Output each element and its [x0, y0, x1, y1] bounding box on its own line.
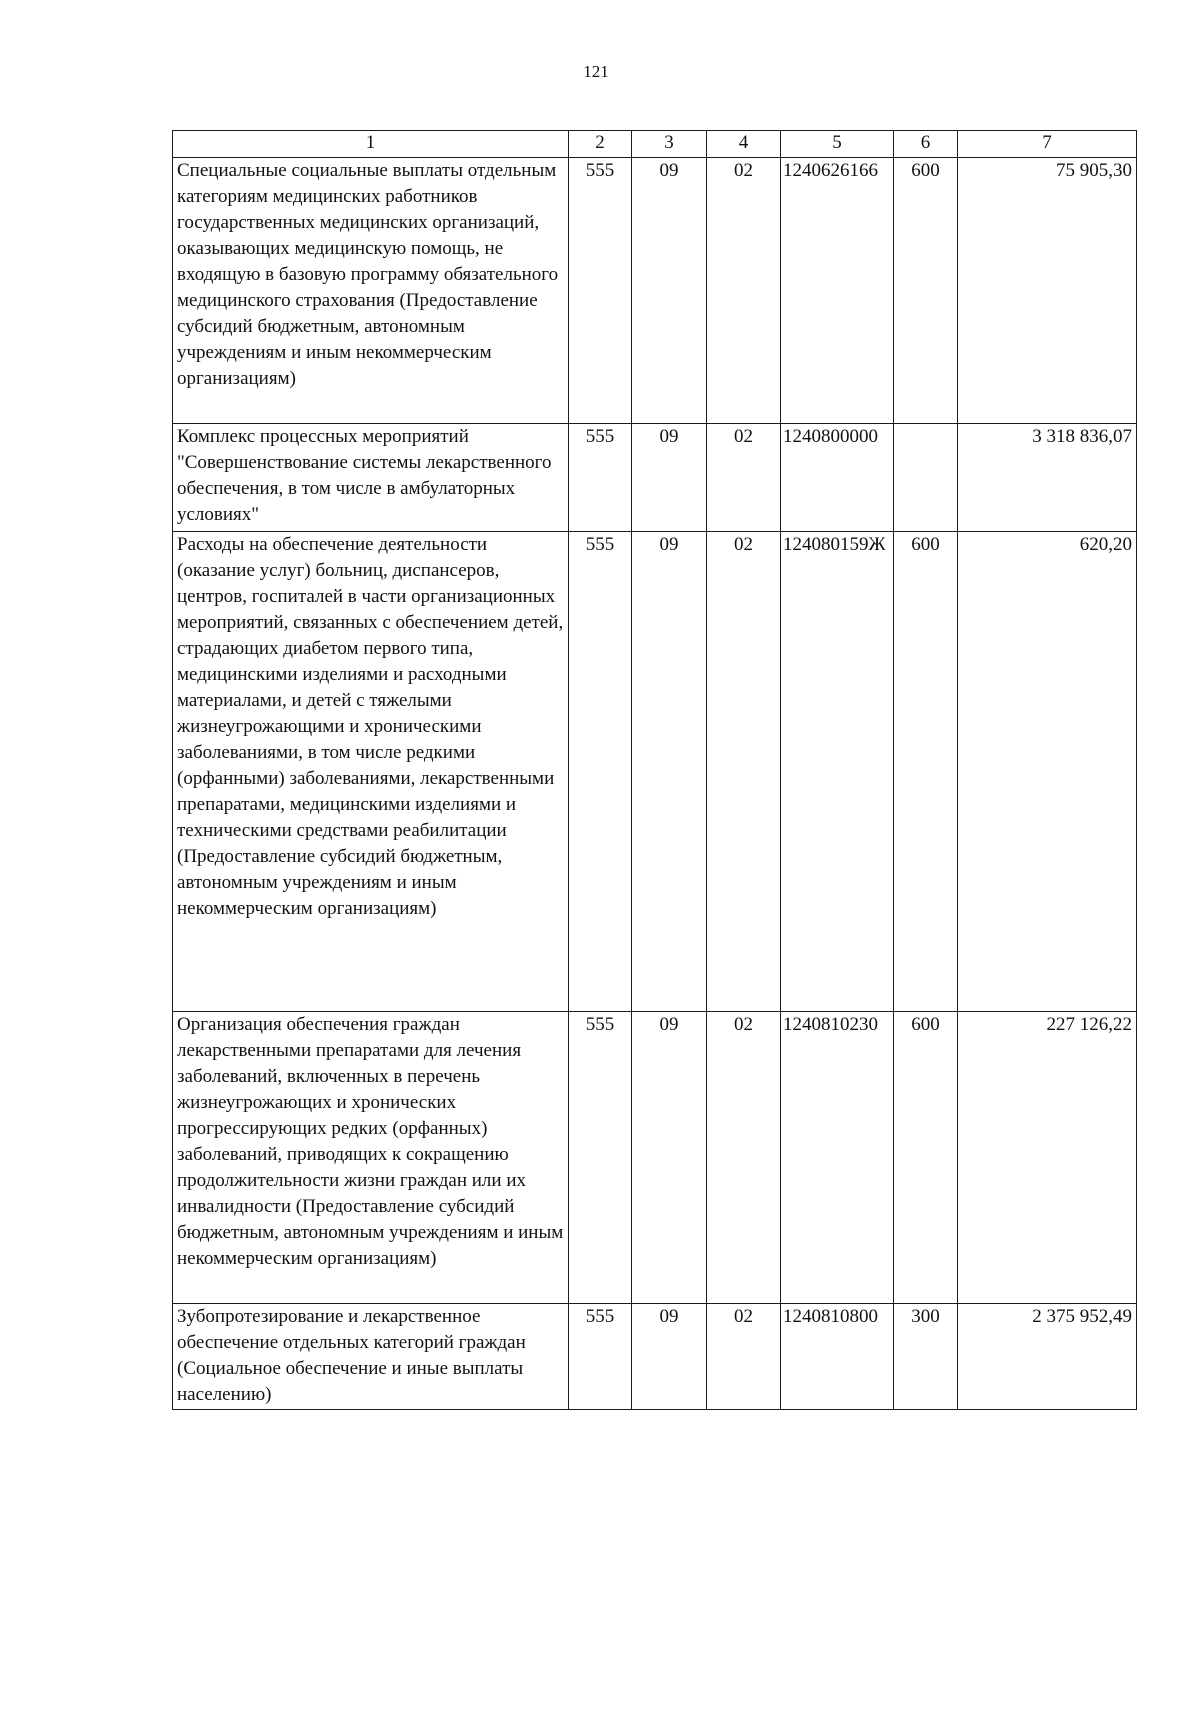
- section-code: 09: [632, 1304, 707, 1410]
- target-item-code: 124080159Ж: [781, 532, 894, 1012]
- expense-type-code: 300: [894, 1304, 958, 1410]
- col-header-7: 7: [958, 131, 1137, 158]
- table-row: [173, 1012, 1137, 1304]
- expense-type-code: 600: [894, 532, 958, 1012]
- amount: 227 126,22: [958, 1012, 1137, 1304]
- col-header-4: 4: [707, 131, 781, 158]
- expense-name: Расходы на обеспечение деятельности (оказание услуг) больниц, диспансеров, центров, госпиталей в части организационных мероприятий, связанных с обеспечением детей, страдающих диабетом первого типа, медицинскими изделиями и расходными материалами, и детей с тяжелыми жизнеугрожающими и хроническими заболеваниями, в том числе редкими (орфанными) заболеваниями, лекарственными препаратами, медицинскими изделиями и техническими средствами реабилитации (Предоставление субсидий бюджетным, автономным учреждениям и иным некоммерческим организациям): [173, 532, 569, 1012]
- budget-table: [172, 130, 1137, 1410]
- ministry-code: 555: [569, 424, 632, 532]
- subsection-code: 02: [707, 158, 781, 424]
- col-header-3: 3: [632, 131, 707, 158]
- page-number: 121: [583, 62, 609, 81]
- amount: 2 375 952,49: [958, 1304, 1137, 1410]
- subsection-code: 02: [707, 424, 781, 532]
- expense-type-code: 600: [894, 1012, 958, 1304]
- section-code: 09: [632, 424, 707, 532]
- section-code: 09: [632, 158, 707, 424]
- amount: 75 905,30: [958, 158, 1137, 424]
- ministry-code: 555: [569, 1304, 632, 1410]
- subsection-code: 02: [707, 532, 781, 1012]
- header-row: [173, 131, 1137, 158]
- subsection-code: 02: [707, 1304, 781, 1410]
- col-header-1: 1: [173, 131, 569, 158]
- target-item-code: 1240800000: [781, 424, 894, 532]
- expense-name: Организация обеспечения граждан лекарственными препаратами для лечения заболеваний, включенных в перечень жизнеугрожающих и хронических прогрессирующих редких (орфанных) заболеваний, приводящих к сокращению продолжительности жизни граждан или их инвалидности (Предоставление субсидий бюджетным, автономным учреждениям и иным некоммерческим организациям): [173, 1012, 569, 1304]
- table-row: [173, 1304, 1137, 1410]
- amount: 620,20: [958, 532, 1137, 1012]
- expense-name: Зубопротезирование и лекарственное обеспечение отдельных категорий граждан (Социальное обеспечение и иные выплаты населению): [173, 1304, 569, 1410]
- expense-type-code: [894, 424, 958, 532]
- expense-type-code: 600: [894, 158, 958, 424]
- table-row: [173, 532, 1137, 1012]
- expense-name: Специальные социальные выплаты отдельным категориям медицинских работников государственных медицинских организаций, оказывающих медицинскую помощь, не входящую в базовую программу обязательного медицинского страхования (Предоставление субсидий бюджетным, автономным учреждениям и иным некоммерческим организациям): [173, 158, 569, 424]
- col-header-5: 5: [781, 131, 894, 158]
- expense-name: Комплекс процессных мероприятий "Совершенствование системы лекарственного обеспечения, в том числе в амбулаторных условиях": [173, 424, 569, 532]
- target-item-code: 1240810230: [781, 1012, 894, 1304]
- ministry-code: 555: [569, 532, 632, 1012]
- col-header-2: 2: [569, 131, 632, 158]
- ministry-code: 555: [569, 158, 632, 424]
- col-header-6: 6: [894, 131, 958, 158]
- table-row: [173, 424, 1137, 532]
- ministry-code: 555: [569, 1012, 632, 1304]
- target-item-code: 1240626166: [781, 158, 894, 424]
- section-code: 09: [632, 1012, 707, 1304]
- table-row: [173, 158, 1137, 424]
- amount: 3 318 836,07: [958, 424, 1137, 532]
- section-code: 09: [632, 532, 707, 1012]
- target-item-code: 1240810800: [781, 1304, 894, 1410]
- subsection-code: 02: [707, 1012, 781, 1304]
